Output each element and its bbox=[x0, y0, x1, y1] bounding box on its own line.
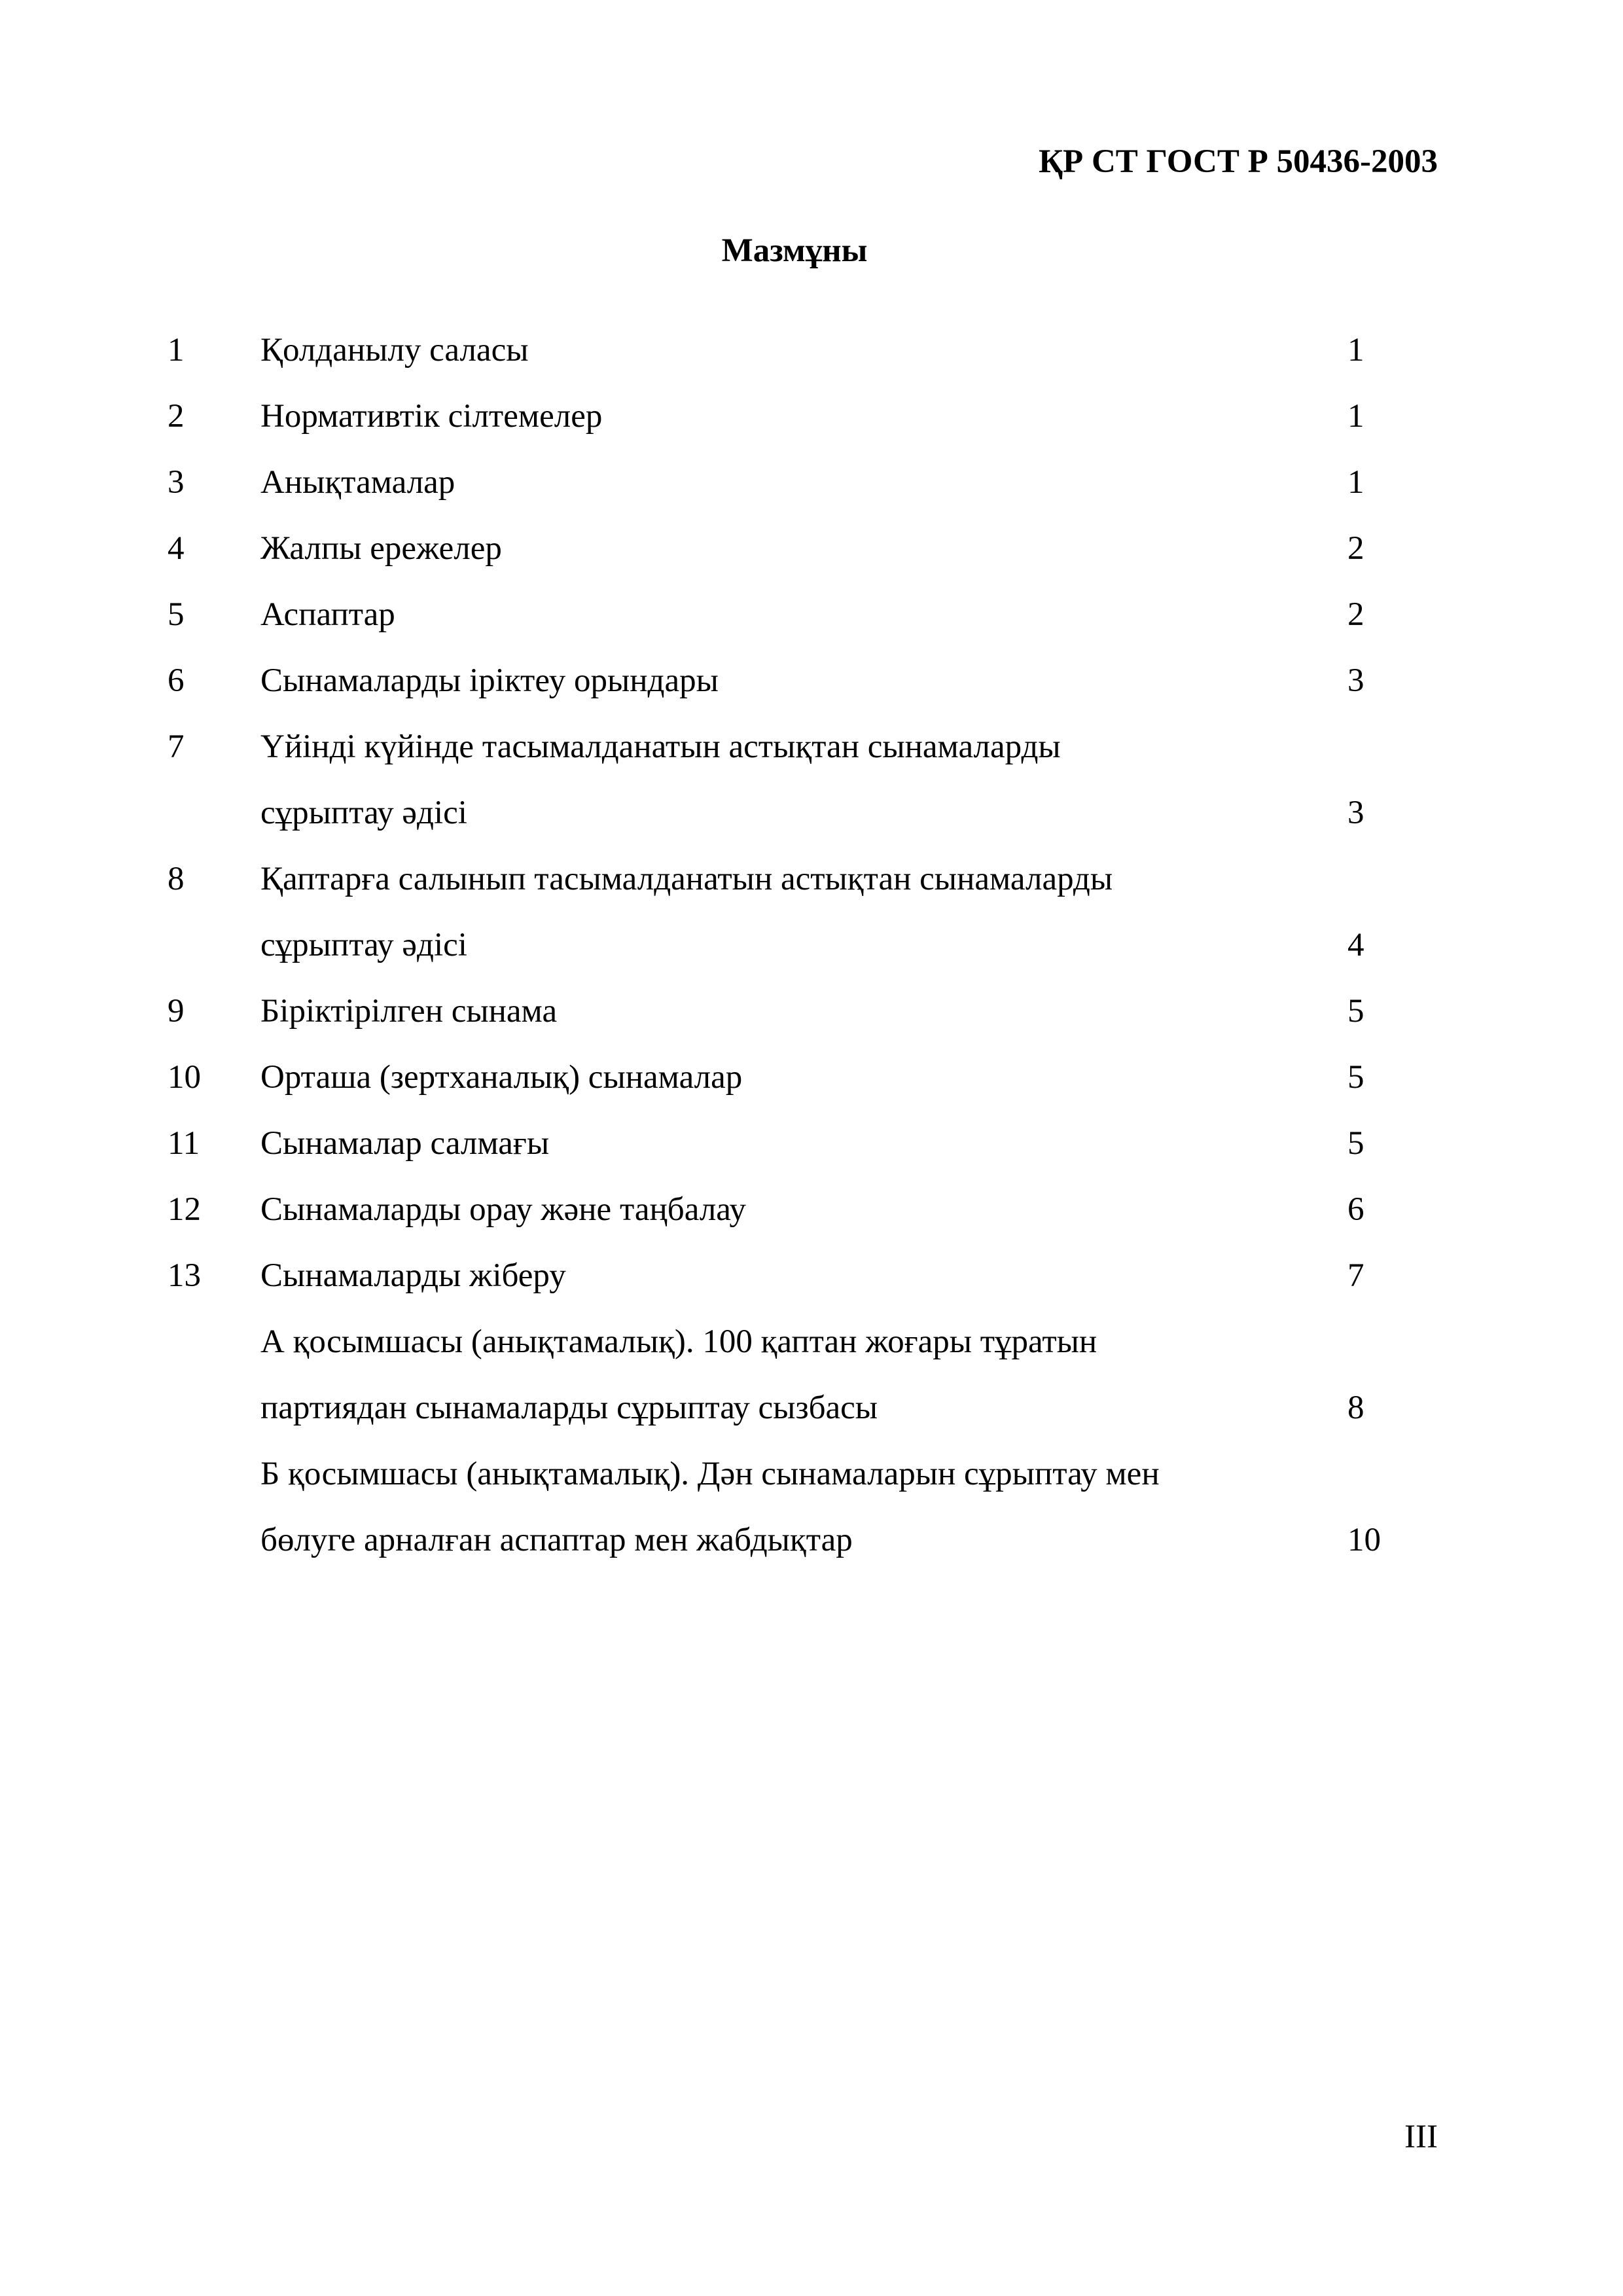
toc-entry-page: 3 bbox=[1347, 662, 1364, 699]
toc-entry-number: 1 bbox=[168, 332, 185, 368]
toc-entry-title: Біріктірілген сынама bbox=[260, 993, 558, 1030]
toc-entry bbox=[168, 384, 1411, 450]
toc-entry-title: Жалпы ережелер bbox=[260, 530, 502, 567]
toc-entry-title: Қаптарға салынып тасымалданатын астықтан сынамаларды bbox=[260, 861, 1113, 897]
toc-entry-page: 1 bbox=[1347, 398, 1364, 435]
toc-entry bbox=[168, 1243, 1411, 1309]
toc-entry-title: Аспаптар bbox=[260, 596, 395, 633]
toc-entry bbox=[168, 450, 1411, 516]
toc-entry-page: 1 bbox=[1347, 464, 1364, 501]
toc-entry-number: 4 bbox=[168, 530, 185, 567]
toc-entry-page: 5 bbox=[1347, 993, 1364, 1030]
toc-entry-page: 3 bbox=[1347, 795, 1364, 831]
toc-entry-title: сұрыптау әдісі bbox=[260, 927, 467, 963]
toc-entry-number: 13 bbox=[168, 1257, 201, 1294]
toc-entry bbox=[168, 648, 1411, 714]
toc-entry bbox=[168, 582, 1411, 648]
toc-entry-number: 8 bbox=[168, 861, 185, 897]
toc-entry bbox=[168, 714, 1411, 846]
toc-entry-page: 5 bbox=[1347, 1059, 1364, 1096]
toc-entry-number: 10 bbox=[168, 1059, 201, 1096]
toc-entry-number: 6 bbox=[168, 662, 185, 699]
toc-entry-number: 5 bbox=[168, 596, 185, 633]
toc-entry-title: Сынамалар салмағы bbox=[260, 1125, 550, 1162]
toc-entry-title: Орташа (зертханалық) сынамалар bbox=[260, 1059, 743, 1096]
toc-entry-page: 5 bbox=[1347, 1125, 1364, 1162]
toc-entry bbox=[168, 1441, 1411, 1573]
toc-entry bbox=[168, 1177, 1411, 1243]
toc-entry-title: сұрыптау әдісі bbox=[260, 795, 467, 831]
toc-entry-title: партиядан сынамаларды сұрыптау сызбасы bbox=[260, 1390, 878, 1426]
toc-entry bbox=[168, 1045, 1411, 1111]
toc-entry-title: Б қосымшасы (анықтамалық). Дән сынамаларын сұрыптау мен bbox=[260, 1456, 1160, 1492]
toc-entry-number: 7 bbox=[168, 728, 185, 765]
toc-entry bbox=[168, 516, 1411, 582]
toc-entry-page: 4 bbox=[1347, 927, 1364, 963]
toc-entry-title: Үйінді күйінде тасымалданатын астықтан сынамаларды bbox=[260, 728, 1061, 765]
toc-entry-page: 2 bbox=[1347, 530, 1364, 567]
toc-entry-number: 11 bbox=[168, 1125, 200, 1162]
toc-entry bbox=[168, 1309, 1411, 1441]
toc-entry bbox=[168, 317, 1411, 384]
page-number: III bbox=[1404, 2119, 1438, 2155]
toc-entry-title: Анықтамалар bbox=[260, 464, 455, 501]
toc-entry-title: А қосымшасы (анықтамалық). 100 қаптан жоғары тұратын bbox=[260, 1323, 1097, 1360]
toc-entry-number: 12 bbox=[168, 1191, 201, 1228]
toc-entry-number: 2 bbox=[168, 398, 185, 435]
toc-entry-title: Сынамаларды іріктеу орындары bbox=[260, 662, 719, 699]
toc-entry-title: Нормативтік сілтемелер bbox=[260, 398, 603, 435]
toc-entry-page: 7 bbox=[1347, 1257, 1364, 1294]
toc-entry-title: Сынамаларды жіберу bbox=[260, 1257, 566, 1294]
toc-entry-page: 2 bbox=[1347, 596, 1364, 633]
toc-title: Мазмұны bbox=[721, 232, 868, 269]
toc-entry-title: бөлуге арналған аспаптар мен жабдықтар bbox=[260, 1522, 853, 1558]
toc-entry-number: 3 bbox=[168, 464, 185, 501]
standard-code: ҚР СТ ГОСТ Р 50436-2003 bbox=[1039, 143, 1438, 180]
toc-entry-page: 1 bbox=[1347, 332, 1364, 368]
toc-entry-number: 9 bbox=[168, 993, 185, 1030]
toc-entry-page: 8 bbox=[1347, 1390, 1364, 1426]
toc-entry-title: Сынамаларды орау және таңбалау bbox=[260, 1191, 746, 1228]
toc-entry bbox=[168, 846, 1411, 978]
toc-entry-title: Қолданылу саласы bbox=[260, 332, 529, 368]
toc-entry bbox=[168, 978, 1411, 1045]
toc-entry-page: 10 bbox=[1347, 1522, 1381, 1558]
toc-entry bbox=[168, 1111, 1411, 1177]
table-of-contents bbox=[168, 317, 1411, 1573]
toc-entry-page: 6 bbox=[1347, 1191, 1364, 1228]
